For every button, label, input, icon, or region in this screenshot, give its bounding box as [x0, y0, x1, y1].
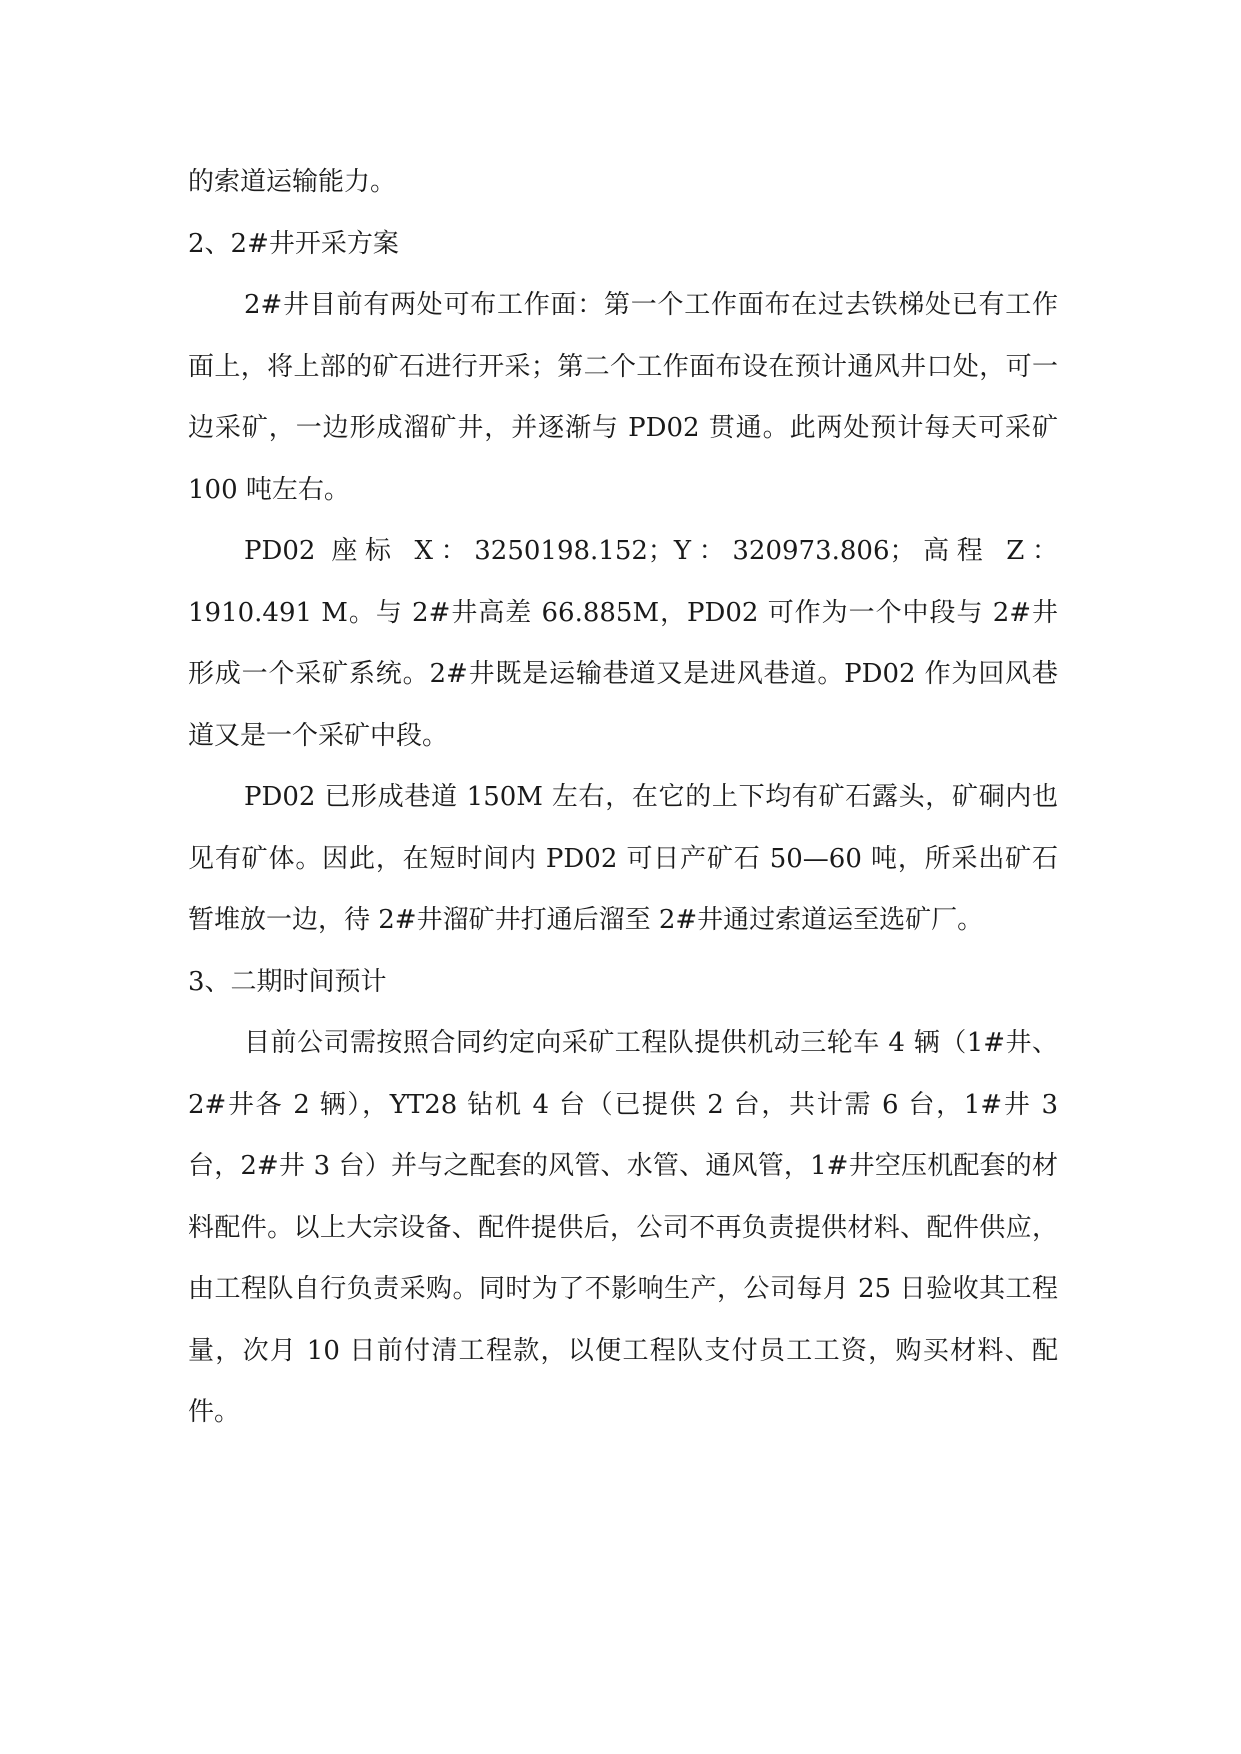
section-2-heading: 2、2#井开采方案 [188, 228, 399, 259]
section-2-paragraph-2: PD02 座标 X：3250198.152；Y：320973.806；高程 Z：1910.491 M。与 2#井高差 66.885M，PD02 可作为一个中段与 2#井形成一个采矿系统。2#井既是运输巷道又是进风巷道。PD02 作为回风巷道又是一个采矿中段。 [188, 536, 1058, 751]
section-2-paragraph-1: 2#井目前有两处可布工作面：第一个工作面布在过去铁梯处已有工作面上，将上部的矿石进行开采；第二个工作面布设在预计通风井口处，可一边采矿，一边形成溜矿井，并逐渐与 PD02 贯通。此两处预计每天可采矿 100 吨左右。 [188, 290, 1058, 505]
section-3-paragraph-1: 目前公司需按照合同约定向采矿工程队提供机动三轮车 4 辆（1#井、2#井各 2 辆），YT28 钻机 4 台（已提供 2 台，共计需 6 台，1#井 3 台，2#井 3 台）并与之配套的风管、水管、通风管，1#井空压机配套的材料配件。以上大宗设备、配件提供后，公司不再负责提供材料、配件供应，由工程队自行负责采购。同时为了不影响生产，公司每月 25 日验收其工程量，次月 10 日前付清工程款，以便工程队支付员工工资，购买材料、配件。 [188, 1028, 1058, 1427]
continuation-paragraph: 的索道运输能力。 [188, 167, 397, 197]
section-3-heading: 3、二期时间预计 [188, 966, 387, 997]
document-body [188, 152, 1058, 1444]
section-2-paragraph-3: PD02 已形成巷道 150M 左右，在它的上下均有矿石露头，矿硐内也见有矿体。因此，在短时间内 PD02 可日产矿石 50—60 吨，所采出矿石暂堆放一边，待 2#井溜矿井打通后溜至 2#井通过索道运至选矿厂。 [188, 782, 1058, 935]
